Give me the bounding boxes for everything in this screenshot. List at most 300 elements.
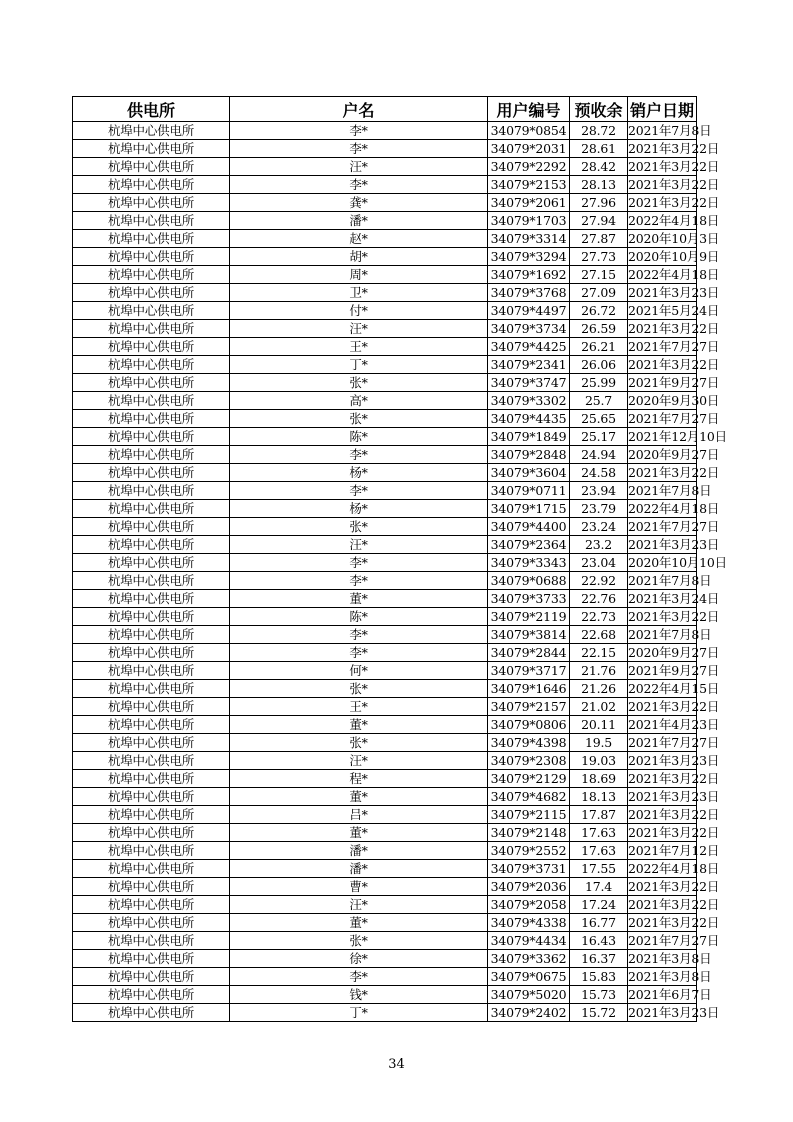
cell-supply-station: 杭埠中心供电所 <box>73 572 230 590</box>
cell-supply-station: 杭埠中心供电所 <box>73 842 230 860</box>
cell-account-name: 周* <box>230 266 488 284</box>
table-row <box>73 356 697 374</box>
cell-account-name: 王* <box>230 698 488 716</box>
cell-user-number: 34079*3814 <box>488 626 570 644</box>
cell-closure-date: 2021年3月8日 <box>628 951 712 966</box>
cell-account-name: 陈* <box>230 608 488 626</box>
cell-closure-date: 2021年3月22日 <box>628 825 720 840</box>
table-row <box>73 536 697 554</box>
cell-supply-station: 杭埠中心供电所 <box>73 698 230 716</box>
table-row <box>73 932 697 950</box>
cell-account-name: 程* <box>230 770 488 788</box>
table-row <box>73 680 697 698</box>
table-row <box>73 374 697 392</box>
cell-supply-station: 杭埠中心供电所 <box>73 590 230 608</box>
cell-closure-date: 2021年3月22日 <box>628 699 720 714</box>
cell-user-number: 34079*2119 <box>488 608 570 626</box>
cell-supply-station: 杭埠中心供电所 <box>73 248 230 266</box>
table-row <box>73 500 697 518</box>
cell-account-name: 潘* <box>230 860 488 878</box>
cell-closure-date: 2021年3月23日 <box>628 789 720 804</box>
table-row <box>73 392 697 410</box>
cell-user-number: 34079*2364 <box>488 536 570 554</box>
cell-user-number: 34079*2157 <box>488 698 570 716</box>
cell-closure-date: 2020年10月10日 <box>628 555 727 570</box>
cell-account-name: 李* <box>230 554 488 572</box>
cell-prepaid-balance: 27.94 <box>570 212 628 230</box>
cell-prepaid-balance: 22.76 <box>570 590 628 608</box>
cell-user-number: 34079*1849 <box>488 428 570 446</box>
cell-supply-station: 杭埠中心供电所 <box>73 500 230 518</box>
cell-supply-station: 杭埠中心供电所 <box>73 410 230 428</box>
cell-supply-station: 杭埠中心供电所 <box>73 392 230 410</box>
table-row <box>73 788 697 806</box>
cell-prepaid-balance: 27.15 <box>570 266 628 284</box>
cell-account-name: 李* <box>230 626 488 644</box>
cell-closure-date: 2021年3月23日 <box>628 285 720 300</box>
cell-supply-station: 杭埠中心供电所 <box>73 536 230 554</box>
cell-closure-date: 2021年9月27日 <box>628 663 720 678</box>
cell-supply-station: 杭埠中心供电所 <box>73 860 230 878</box>
cell-user-number: 34079*0675 <box>488 968 570 986</box>
cell-user-number: 34079*5020 <box>488 986 570 1004</box>
cell-prepaid-balance: 22.68 <box>570 626 628 644</box>
cell-closure-date: 2021年3月22日 <box>628 177 720 192</box>
cell-account-name: 赵* <box>230 230 488 248</box>
cell-closure-date: 2022年4月15日 <box>628 681 720 696</box>
cell-account-name: 李* <box>230 176 488 194</box>
cell-closure-date: 2021年3月24日 <box>628 591 720 606</box>
cell-supply-station: 杭埠中心供电所 <box>73 788 230 806</box>
cell-supply-station: 杭埠中心供电所 <box>73 680 230 698</box>
cell-supply-station: 杭埠中心供电所 <box>73 896 230 914</box>
cell-closure-date: 2021年12月10日 <box>628 429 727 444</box>
cell-account-name: 李* <box>230 968 488 986</box>
cell-user-number: 34079*4398 <box>488 734 570 752</box>
cell-prepaid-balance: 15.72 <box>570 1004 628 1022</box>
cell-prepaid-balance: 22.92 <box>570 572 628 590</box>
cell-user-number: 34079*1692 <box>488 266 570 284</box>
cell-account-name: 李* <box>230 140 488 158</box>
cell-account-name: 张* <box>230 374 488 392</box>
cell-closure-date: 2020年9月27日 <box>628 447 720 462</box>
table-body <box>73 122 727 1022</box>
cell-prepaid-balance: 23.04 <box>570 554 628 572</box>
cell-supply-station: 杭埠中心供电所 <box>73 158 230 176</box>
table-row <box>73 212 697 230</box>
cell-supply-station: 杭埠中心供电所 <box>73 824 230 842</box>
cell-user-number: 34079*3314 <box>488 230 570 248</box>
cell-account-name: 张* <box>230 410 488 428</box>
table-row <box>73 590 697 608</box>
cell-supply-station: 杭埠中心供电所 <box>73 518 230 536</box>
cell-supply-station: 杭埠中心供电所 <box>73 770 230 788</box>
table-row <box>73 554 697 572</box>
cell-account-name: 潘* <box>230 842 488 860</box>
table-row <box>73 518 697 536</box>
cell-supply-station: 杭埠中心供电所 <box>73 1004 230 1022</box>
cell-account-name: 汪* <box>230 320 488 338</box>
cell-supply-station: 杭埠中心供电所 <box>73 914 230 932</box>
cell-closure-date: 2021年9月27日 <box>628 375 720 390</box>
cell-account-name: 丁* <box>230 1004 488 1022</box>
cell-account-name: 徐* <box>230 950 488 968</box>
table-row <box>73 914 697 932</box>
cell-supply-station: 杭埠中心供电所 <box>73 320 230 338</box>
cell-prepaid-balance: 25.7 <box>570 392 628 410</box>
table-row <box>73 626 697 644</box>
cell-supply-station: 杭埠中心供电所 <box>73 374 230 392</box>
cell-supply-station: 杭埠中心供电所 <box>73 752 230 770</box>
cell-supply-station: 杭埠中心供电所 <box>73 464 230 482</box>
cell-supply-station: 杭埠中心供电所 <box>73 806 230 824</box>
cell-user-number: 34079*2058 <box>488 896 570 914</box>
cell-account-name: 董* <box>230 716 488 734</box>
cell-supply-station: 杭埠中心供电所 <box>73 266 230 284</box>
table-row <box>73 428 697 446</box>
cell-prepaid-balance: 17.63 <box>570 842 628 860</box>
cell-closure-date: 2021年3月22日 <box>628 807 720 822</box>
cell-account-name: 杨* <box>230 464 488 482</box>
cell-closure-date: 2022年4月18日 <box>628 501 720 516</box>
table-row <box>73 140 697 158</box>
cell-account-name: 张* <box>230 734 488 752</box>
cell-user-number: 34079*4400 <box>488 518 570 536</box>
cell-user-number: 34079*1646 <box>488 680 570 698</box>
cell-account-name: 董* <box>230 824 488 842</box>
table-row <box>73 716 697 734</box>
table-row <box>73 464 697 482</box>
cell-supply-station: 杭埠中心供电所 <box>73 644 230 662</box>
table-row <box>73 446 697 464</box>
cell-supply-station: 杭埠中心供电所 <box>73 230 230 248</box>
table-row <box>73 176 697 194</box>
table-row <box>73 644 697 662</box>
cell-prepaid-balance: 27.87 <box>570 230 628 248</box>
cell-supply-station: 杭埠中心供电所 <box>73 716 230 734</box>
cell-closure-date: 2021年3月22日 <box>628 609 720 624</box>
header-prepaid-balance: 预收余 <box>570 97 628 122</box>
cell-account-name: 钱* <box>230 986 488 1004</box>
cell-closure-date: 2021年3月23日 <box>628 753 720 768</box>
table-row <box>73 230 697 248</box>
cell-user-number: 34079*2552 <box>488 842 570 860</box>
cell-user-number: 34079*3604 <box>488 464 570 482</box>
cell-supply-station: 杭埠中心供电所 <box>73 968 230 986</box>
cell-account-name: 潘* <box>230 212 488 230</box>
cell-closure-date: 2021年3月22日 <box>628 357 720 372</box>
cell-prepaid-balance: 21.26 <box>570 680 628 698</box>
cell-prepaid-balance: 17.63 <box>570 824 628 842</box>
cell-account-name: 董* <box>230 914 488 932</box>
cell-user-number: 34079*3343 <box>488 554 570 572</box>
cell-prepaid-balance: 26.59 <box>570 320 628 338</box>
cell-supply-station: 杭埠中心供电所 <box>73 950 230 968</box>
header-account-name: 户名 <box>230 97 488 122</box>
table-row <box>73 122 697 140</box>
cell-account-name: 胡* <box>230 248 488 266</box>
header-supply-station: 供电所 <box>73 97 230 122</box>
cell-account-name: 张* <box>230 932 488 950</box>
cell-prepaid-balance: 18.69 <box>570 770 628 788</box>
cell-closure-date: 2020年9月27日 <box>628 645 720 660</box>
cell-prepaid-balance: 24.94 <box>570 446 628 464</box>
cell-account-name: 董* <box>230 788 488 806</box>
cell-supply-station: 杭埠中心供电所 <box>73 176 230 194</box>
cell-account-name: 汪* <box>230 752 488 770</box>
cell-account-name: 李* <box>230 482 488 500</box>
table-header-row <box>73 97 697 122</box>
cell-supply-station: 杭埠中心供电所 <box>73 194 230 212</box>
cell-user-number: 34079*4434 <box>488 932 570 950</box>
cell-user-number: 34079*0854 <box>488 122 570 140</box>
cell-user-number: 34079*4425 <box>488 338 570 356</box>
cell-user-number: 34079*2153 <box>488 176 570 194</box>
account-closure-table <box>72 96 727 1022</box>
cell-closure-date: 2021年5月24日 <box>628 303 720 318</box>
cell-prepaid-balance: 23.2 <box>570 536 628 554</box>
cell-user-number: 34079*2341 <box>488 356 570 374</box>
cell-supply-station: 杭埠中心供电所 <box>73 338 230 356</box>
cell-prepaid-balance: 17.24 <box>570 896 628 914</box>
table-row <box>73 770 697 788</box>
cell-account-name: 龚* <box>230 194 488 212</box>
cell-closure-date: 2021年7月8日 <box>628 123 712 138</box>
cell-prepaid-balance: 17.4 <box>570 878 628 896</box>
cell-user-number: 34079*3768 <box>488 284 570 302</box>
cell-prepaid-balance: 17.55 <box>570 860 628 878</box>
cell-closure-date: 2022年4月18日 <box>628 861 720 876</box>
cell-supply-station: 杭埠中心供电所 <box>73 608 230 626</box>
cell-closure-date: 2022年4月18日 <box>628 213 720 228</box>
cell-closure-date: 2021年7月27日 <box>628 933 720 948</box>
cell-prepaid-balance: 26.21 <box>570 338 628 356</box>
cell-supply-station: 杭埠中心供电所 <box>73 122 230 140</box>
table-row <box>73 806 697 824</box>
table-row <box>73 752 697 770</box>
cell-user-number: 34079*2148 <box>488 824 570 842</box>
cell-prepaid-balance: 16.43 <box>570 932 628 950</box>
cell-user-number: 34079*2129 <box>488 770 570 788</box>
table-row <box>73 950 697 968</box>
cell-prepaid-balance: 15.83 <box>570 968 628 986</box>
cell-account-name: 高* <box>230 392 488 410</box>
cell-closure-date: 2021年3月22日 <box>628 879 720 894</box>
cell-supply-station: 杭埠中心供电所 <box>73 662 230 680</box>
cell-account-name: 丁* <box>230 356 488 374</box>
cell-prepaid-balance: 17.87 <box>570 806 628 824</box>
cell-user-number: 34079*1715 <box>488 500 570 518</box>
cell-user-number: 34079*2402 <box>488 1004 570 1022</box>
header-user-number: 用户编号 <box>488 97 570 122</box>
cell-user-number: 34079*3362 <box>488 950 570 968</box>
cell-supply-station: 杭埠中心供电所 <box>73 428 230 446</box>
cell-user-number: 34079*4682 <box>488 788 570 806</box>
cell-account-name: 王* <box>230 338 488 356</box>
cell-supply-station: 杭埠中心供电所 <box>73 932 230 950</box>
cell-account-name: 汪* <box>230 536 488 554</box>
cell-closure-date: 2020年10月3日 <box>628 231 720 246</box>
cell-prepaid-balance: 28.61 <box>570 140 628 158</box>
cell-supply-station: 杭埠中心供电所 <box>73 626 230 644</box>
table-row <box>73 824 697 842</box>
cell-prepaid-balance: 23.79 <box>570 500 628 518</box>
cell-user-number: 34079*2115 <box>488 806 570 824</box>
cell-closure-date: 2021年3月22日 <box>628 897 720 912</box>
table-row <box>73 842 697 860</box>
table-row <box>73 860 697 878</box>
cell-supply-station: 杭埠中心供电所 <box>73 482 230 500</box>
cell-closure-date: 2021年7月27日 <box>628 735 720 750</box>
cell-user-number: 34079*2031 <box>488 140 570 158</box>
cell-closure-date: 2021年7月27日 <box>628 519 720 534</box>
cell-closure-date: 2021年6月7日 <box>628 987 712 1002</box>
table-row <box>73 338 697 356</box>
cell-prepaid-balance: 27.96 <box>570 194 628 212</box>
table-row <box>73 482 697 500</box>
cell-closure-date: 2022年4月18日 <box>628 267 720 282</box>
cell-prepaid-balance: 19.5 <box>570 734 628 752</box>
cell-account-name: 杨* <box>230 500 488 518</box>
cell-account-name: 李* <box>230 644 488 662</box>
cell-supply-station: 杭埠中心供电所 <box>73 212 230 230</box>
cell-account-name: 付* <box>230 302 488 320</box>
cell-prepaid-balance: 16.77 <box>570 914 628 932</box>
cell-user-number: 34079*4435 <box>488 410 570 428</box>
cell-closure-date: 2021年7月27日 <box>628 339 720 354</box>
cell-closure-date: 2021年3月23日 <box>628 537 720 552</box>
table-row <box>73 986 697 1004</box>
cell-prepaid-balance: 22.15 <box>570 644 628 662</box>
cell-closure-date: 2021年3月22日 <box>628 321 720 336</box>
cell-prepaid-balance: 25.65 <box>570 410 628 428</box>
cell-user-number: 34079*2308 <box>488 752 570 770</box>
cell-prepaid-balance: 20.11 <box>570 716 628 734</box>
cell-closure-date: 2021年7月27日 <box>628 411 720 426</box>
cell-user-number: 34079*1703 <box>488 212 570 230</box>
table-row <box>73 158 697 176</box>
cell-prepaid-balance: 21.02 <box>570 698 628 716</box>
cell-closure-date: 2021年3月8日 <box>628 969 712 984</box>
cell-account-name: 汪* <box>230 896 488 914</box>
cell-prepaid-balance: 26.06 <box>570 356 628 374</box>
cell-supply-station: 杭埠中心供电所 <box>73 140 230 158</box>
cell-closure-date: 2021年7月12日 <box>628 843 720 858</box>
table-row <box>73 266 697 284</box>
cell-user-number: 34079*3302 <box>488 392 570 410</box>
cell-closure-date: 2021年4月23日 <box>628 717 720 732</box>
cell-account-name: 汪* <box>230 158 488 176</box>
cell-supply-station: 杭埠中心供电所 <box>73 356 230 374</box>
cell-user-number: 34079*3733 <box>488 590 570 608</box>
cell-account-name: 陈* <box>230 428 488 446</box>
cell-prepaid-balance: 27.73 <box>570 248 628 266</box>
cell-account-name: 卫* <box>230 284 488 302</box>
cell-closure-date: 2020年9月30日 <box>628 393 720 408</box>
cell-closure-date: 2021年3月22日 <box>628 915 720 930</box>
cell-supply-station: 杭埠中心供电所 <box>73 302 230 320</box>
cell-account-name: 李* <box>230 572 488 590</box>
cell-closure-date: 2021年3月22日 <box>628 141 720 156</box>
table-row <box>73 734 697 752</box>
cell-prepaid-balance: 22.73 <box>570 608 628 626</box>
table-row <box>73 248 697 266</box>
cell-prepaid-balance: 26.72 <box>570 302 628 320</box>
table-row <box>73 194 697 212</box>
cell-user-number: 34079*3294 <box>488 248 570 266</box>
cell-account-name: 曹* <box>230 878 488 896</box>
cell-prepaid-balance: 23.24 <box>570 518 628 536</box>
cell-account-name: 吕* <box>230 806 488 824</box>
cell-account-name: 董* <box>230 590 488 608</box>
table-row <box>73 410 697 428</box>
table-row <box>73 968 697 986</box>
cell-user-number: 34079*2036 <box>488 878 570 896</box>
cell-supply-station: 杭埠中心供电所 <box>73 986 230 1004</box>
cell-prepaid-balance: 24.58 <box>570 464 628 482</box>
table-row <box>73 878 697 896</box>
cell-closure-date: 2021年3月22日 <box>628 465 720 480</box>
cell-user-number: 34079*4497 <box>488 302 570 320</box>
cell-user-number: 34079*3747 <box>488 374 570 392</box>
cell-supply-station: 杭埠中心供电所 <box>73 878 230 896</box>
cell-account-name: 张* <box>230 680 488 698</box>
header-closure-date: 销户日期 <box>628 97 697 122</box>
table-row <box>73 302 697 320</box>
cell-prepaid-balance: 19.03 <box>570 752 628 770</box>
cell-user-number: 34079*3734 <box>488 320 570 338</box>
cell-prepaid-balance: 16.37 <box>570 950 628 968</box>
table-row <box>73 572 697 590</box>
cell-prepaid-balance: 27.09 <box>570 284 628 302</box>
cell-prepaid-balance: 25.17 <box>570 428 628 446</box>
cell-account-name: 何* <box>230 662 488 680</box>
table-row <box>73 1004 697 1022</box>
table-row <box>73 284 697 302</box>
cell-user-number: 34079*2061 <box>488 194 570 212</box>
cell-prepaid-balance: 15.73 <box>570 986 628 1004</box>
cell-closure-date: 2020年10月9日 <box>628 249 720 264</box>
cell-prepaid-balance: 28.13 <box>570 176 628 194</box>
cell-user-number: 34079*2292 <box>488 158 570 176</box>
cell-user-number: 34079*3731 <box>488 860 570 878</box>
cell-closure-date: 2021年7月8日 <box>628 483 712 498</box>
cell-prepaid-balance: 18.13 <box>570 788 628 806</box>
table-row <box>73 698 697 716</box>
cell-account-name: 李* <box>230 122 488 140</box>
cell-closure-date: 2021年3月22日 <box>628 195 720 210</box>
cell-supply-station: 杭埠中心供电所 <box>73 284 230 302</box>
cell-user-number: 34079*0688 <box>488 572 570 590</box>
table-row <box>73 896 697 914</box>
cell-prepaid-balance: 25.99 <box>570 374 628 392</box>
cell-user-number: 34079*3717 <box>488 662 570 680</box>
cell-prepaid-balance: 28.72 <box>570 122 628 140</box>
cell-closure-date: 2021年3月23日 <box>628 1005 720 1020</box>
cell-account-name: 李* <box>230 446 488 464</box>
table-row <box>73 320 697 338</box>
cell-user-number: 34079*4338 <box>488 914 570 932</box>
cell-account-name: 张* <box>230 518 488 536</box>
cell-user-number: 34079*2844 <box>488 644 570 662</box>
cell-prepaid-balance: 21.76 <box>570 662 628 680</box>
cell-prepaid-balance: 28.42 <box>570 158 628 176</box>
cell-user-number: 34079*0806 <box>488 716 570 734</box>
cell-supply-station: 杭埠中心供电所 <box>73 554 230 572</box>
cell-supply-station: 杭埠中心供电所 <box>73 734 230 752</box>
page-number: 34 <box>388 1057 405 1072</box>
cell-supply-station: 杭埠中心供电所 <box>73 446 230 464</box>
